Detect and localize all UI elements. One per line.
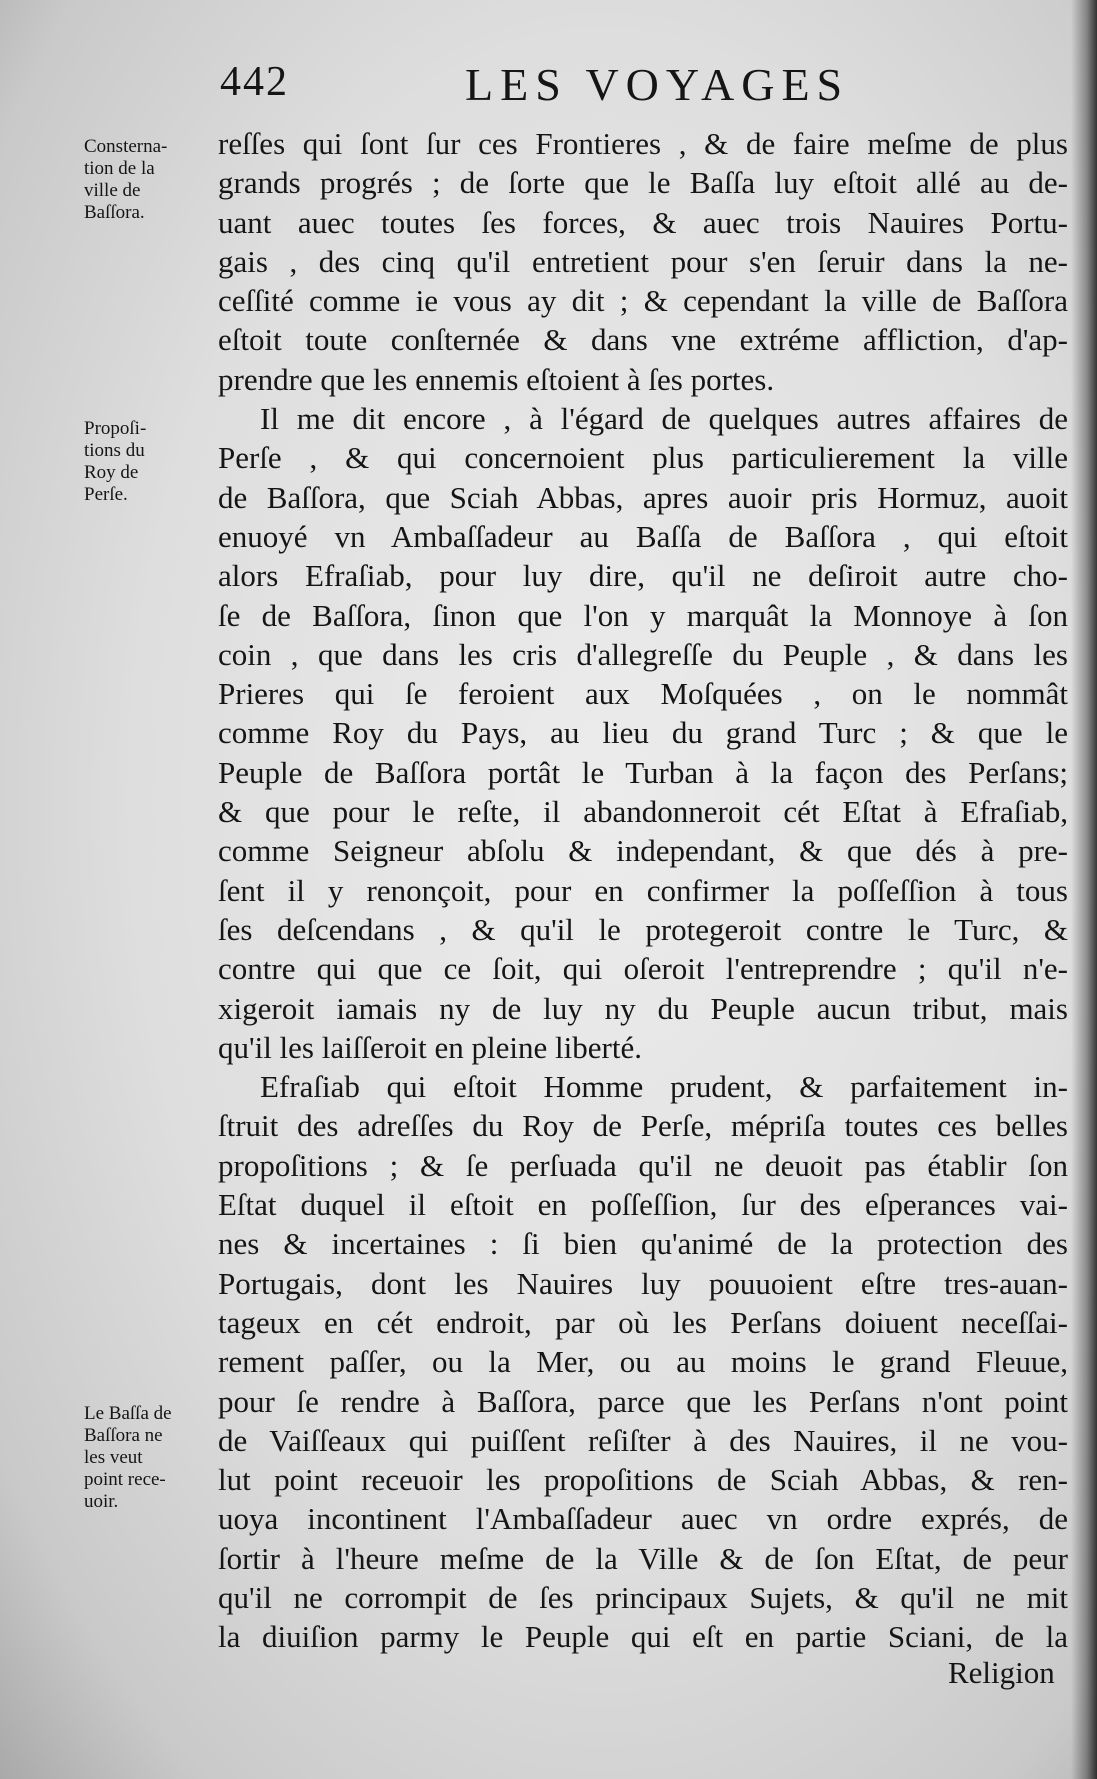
page-number: 442 (220, 59, 289, 105)
body-line: contre qui que ce ſoit, qui oſeroit l'entreprendre ; qu'il n'e- (218, 951, 1068, 987)
body-line: ſortir à l'heure meſme de la Ville & de ſon Eſtat, de peur (218, 1540, 1068, 1576)
body-line: rement paſſer, ou la Mer, ou au moins le grand Fleuue, (218, 1344, 1068, 1380)
margin-note-line: Propoſi- (84, 418, 147, 439)
margin-note-line: Consterna- (84, 136, 168, 157)
body-line: Peuple de Baſſora portât le Turban à la façon des Perſans; (218, 754, 1068, 790)
body-line: coin , que dans les cris d'allegreſſe du Peuple , & dans les (218, 636, 1068, 672)
margin-note-line: tions du (84, 440, 145, 461)
body-line: Portugais, dont les Nauires luy pouuoient eſtre tres-auan- (218, 1265, 1068, 1301)
margin-note-line: uoir. (84, 1491, 119, 1512)
margin-note-line: Roy de (84, 462, 139, 483)
body-line: ſes deſcendans , & qu'il le protegeroit contre le Turc, & (218, 911, 1068, 947)
margin-note-line: Le Baſſa de (84, 1403, 172, 1424)
body-line: ceſſité comme ie vous ay dit ; & cependant la ville de Baſſora (218, 283, 1068, 319)
page-header (0, 58, 1097, 118)
body-line: de Vaiſſeaux qui puiſſent reſiſter à des Nauires, il ne vou- (218, 1422, 1068, 1458)
body-line: comme Roy du Pays, au lieu du grand Turc ; & que le (218, 715, 1068, 751)
body-line: lut point receuoir les propoſitions de Sciah Abbas, & ren- (218, 1462, 1068, 1498)
body-line: & que pour le reſte, il abandonneroit cét Eſtat à Efraſiab, (218, 794, 1068, 830)
paragraph-start-line: Efraſiab qui eſtoit Homme prudent, & parfaitement in- (260, 1069, 1068, 1105)
paragraph-end-line: prendre que les ennemis eſtoient à ſes portes. (218, 361, 775, 397)
margin-note-line: Perſe. (84, 484, 128, 505)
margin-note-line: point rece- (84, 1469, 166, 1490)
body-line: qu'il ne corrompit de ſes principaux Sujets, & qu'il ne mit (218, 1579, 1068, 1615)
catchword: Religion (948, 1655, 1055, 1690)
body-line: ſtruit des adreſſes du Roy de Perſe, mépriſa toutes ces belles (218, 1108, 1068, 1144)
body-line: Perſe , & qui concernoient plus particulierement la ville (218, 440, 1068, 476)
margin-note-line: ville de (84, 180, 141, 201)
body-line: propoſitions ; & ſe perſuada qu'il ne deuoit pas établir ſon (218, 1147, 1068, 1183)
margin-note-bassa (84, 1403, 208, 1513)
body-line: pour ſe rendre à Baſſora, parce que les Perſans n'ont point (218, 1383, 1068, 1419)
margin-note-line: tion de la (84, 158, 155, 179)
running-head: LES VOYAGES (465, 59, 850, 110)
page-gutter-shadow (1071, 0, 1097, 1779)
body-line: de Baſſora, que Sciah Abbas, apres auoir pris Hormuz, auoit (218, 479, 1068, 515)
body-line: nes & incertaines : ſi bien qu'animé de la protection des (218, 1226, 1068, 1262)
body-line: enuoyé vn Ambaſſadeur au Baſſa de Baſſora , qui eſtoit (218, 518, 1068, 554)
body-line: xigeroit iamais ny de luy ny du Peuple aucun tribut, mais (218, 990, 1068, 1026)
margin-note-line: Baſſora ne (84, 1425, 163, 1446)
body-line: Eſtat duquel il eſtoit en poſſeſſion, ſur des eſperances vai- (218, 1187, 1068, 1223)
body-line: la diuiſion parmy le Peuple qui eſt en partie Sciani, de la (218, 1619, 1068, 1655)
paragraph-end-line: qu'il les laiſſeroit en pleine liberté. (218, 1029, 642, 1065)
body-line: grands progrés ; de ſorte que le Baſſa luy eſtoit allé au de- (218, 165, 1068, 201)
body-line: comme Seigneur abſolu & independant, & que dés à pre- (218, 833, 1068, 869)
body-text (218, 124, 1068, 1657)
margin-note-consternation (84, 136, 208, 224)
body-line: ſe de Baſſora, ſinon que l'on y marquât la Monnoye à ſon (218, 597, 1068, 633)
body-line: reſſes qui ſont ſur ces Frontieres , & de faire meſme de plus (218, 126, 1068, 161)
margin-note-propositions (84, 418, 208, 506)
body-line: Prieres qui ſe feroient aux Moſquées , on le nommât (218, 676, 1068, 712)
body-line: uoya incontinent l'Ambaſſadeur auec vn ordre exprés, de (218, 1501, 1068, 1537)
paragraph-start-line: Il me dit encore , à l'égard de quelques autres affaires de (260, 401, 1068, 437)
body-line: gais , des cinq qu'il entretient pour s'en ſeruir dans la ne- (218, 243, 1068, 279)
body-line: ſent il y renonçoit, pour en confirmer la poſſeſſion à tous (218, 872, 1068, 908)
body-line: uant auec toutes ſes forces, & auec trois Nauires Portu- (218, 204, 1068, 240)
body-line: alors Efraſiab, pour luy dire, qu'il ne deſiroit autre cho- (218, 558, 1068, 594)
margin-note-line: Baſſora. (84, 202, 145, 223)
body-line: tageux en cét endroit, par où les Perſans doiuent neceſſai- (218, 1304, 1068, 1340)
body-line: eſtoit toute conſternée & dans vne extréme affliction, d'ap- (218, 322, 1068, 358)
margin-note-line: les veut (84, 1447, 143, 1468)
